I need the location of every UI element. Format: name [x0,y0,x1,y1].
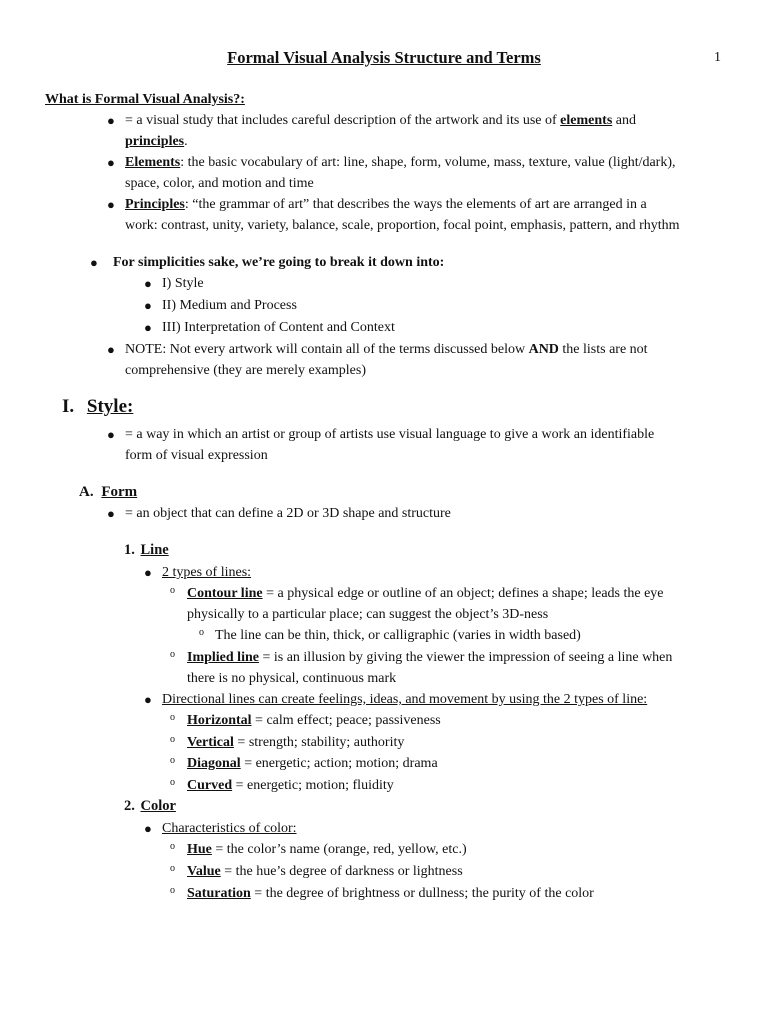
term-horizontal: Horizontal [187,713,252,728]
color-characteristics: Characteristics of color: [162,821,297,836]
section-numeral: I. [62,396,75,417]
style-def-line-1: = a way in which an artist or group of artists use visual language to give a work an identifiable [125,427,655,442]
intro-bullet-2-line-2: space, color, and motion and time [125,176,314,191]
breakdown-item-medium: II) Medium and Process [162,298,297,313]
style-def-line-2: form of visual expression [125,448,268,463]
form-letter: A. [79,484,94,500]
bullet-disc: ● [144,276,152,291]
bullet-disc: ● [107,506,115,521]
breakdown-lead: For simplicities sake, we’re going to break it down into: [113,255,445,270]
diagonal-item [187,753,438,774]
bullet-circle: o [170,755,175,766]
bullet-disc: ● [90,255,98,270]
vertical-def: = strength; stability; authority [233,735,405,750]
bullet-circle: o [199,627,204,638]
term-contour-line: Contour line [187,586,263,601]
form-heading [79,482,137,503]
value-item [187,861,463,882]
term-implied-line: Implied line [187,650,259,665]
bullet-disc: ● [107,197,115,212]
line-heading [124,540,169,561]
intro-bullet-1-line-1 [125,110,636,131]
bullet-disc: ● [144,692,152,707]
intro-bullet-3-line-2: work: contrast, unity, variety, balance, scale, proportion, focal point, emphasis, pattern, and rhythm [125,218,680,233]
directional-lines: Directional lines can create feelings, ideas, and movement by using the 2 types of line: [162,692,648,707]
bullet-circle: o [170,885,175,896]
saturation-item [187,883,594,904]
form-label: Form [101,484,138,500]
term-diagonal: Diagonal [187,756,241,771]
intro-heading: What is Formal Visual Analysis?: [45,92,245,107]
contour-line-1 [187,583,664,604]
vertical-item [187,732,404,753]
intro-bullet-2-line-1 [125,152,676,173]
intro-bullet-1-end: . [184,134,188,149]
term-elements-def: Elements [125,155,181,170]
form-def: = an object that can define a 2D or 3D shape and structure [125,506,451,521]
line-number: 1. [124,542,135,558]
intro-bullet-1-mid: and [612,113,636,128]
bullet-disc: ● [144,320,152,335]
hue-def: = the color’s name (orange, red, yellow, etc.) [211,842,467,857]
bullet-circle: o [170,585,175,596]
breakdown-item-style: I) Style [162,276,204,291]
bullet-disc: ● [144,565,152,580]
curved-def: = energetic; motion; fluidity [232,778,394,793]
bullet-circle: o [170,649,175,660]
color-label: Color [140,798,176,814]
horizontal-def: = calm effect; peace; passiveness [251,713,441,728]
term-vertical: Vertical [187,735,234,750]
bullet-disc: ● [107,427,115,442]
document-title: Formal Visual Analysis Structure and Terms [227,48,541,67]
intro-bullet-2-text: : the basic vocabulary of art: line, shape, form, volume, mass, texture, value (light/dark), [180,155,676,170]
bullet-circle: o [170,734,175,745]
term-value: Value [187,864,221,879]
line-types-heading: 2 types of lines: [162,565,252,580]
hue-item [187,839,467,860]
implied-def: = is an illusion by giving the viewer the impression of seeing a line when [258,650,673,665]
term-principles-def: Principles [125,197,185,212]
section-style-label: Style: [86,396,134,417]
bullet-disc: ● [144,298,152,313]
page-number: 1 [714,50,721,65]
term-principles: principles [125,134,185,149]
term-curved: Curved [187,778,233,793]
bullet-circle: o [170,841,175,852]
horizontal-item [187,710,441,731]
implied-line-2: there is no physical, continuous mark [187,671,397,686]
contour-def: = a physical edge or outline of an object; defines a shape; leads the eye [262,586,664,601]
intro-bullet-1-text: = a visual study that includes careful description of the artwork and its use of [125,113,561,128]
value-def: = the hue’s degree of darkness or lightness [220,864,463,879]
curved-item [187,775,394,796]
note-line-1 [125,339,648,360]
contour-sub: The line can be thin, thick, or calligraphic (varies in width based) [215,628,581,643]
term-elements: elements [560,113,613,128]
line-label: Line [140,542,169,558]
bullet-circle: o [170,863,175,874]
note-text-post: the lists are not [558,342,648,357]
intro-bullet-1-line-2 [125,131,188,152]
note-line-2: comprehensive (they are merely examples) [125,363,367,378]
bullet-disc: ● [107,113,115,128]
intro-bullet-3-line-1 [125,194,647,215]
diagonal-def: = energetic; action; motion; drama [240,756,438,771]
contour-line-2: physically to a particular place; can suggest the object’s 3D-ness [187,607,549,622]
bullet-disc: ● [107,155,115,170]
bullet-circle: o [170,777,175,788]
note-text: NOTE: Not every artwork will contain all of the terms discussed below [125,342,529,357]
implied-line-1 [187,647,672,668]
color-number: 2. [124,798,135,814]
intro-bullet-3-text: : “the grammar of art” that describes the ways the elements of art are arranged in a [184,197,647,212]
term-hue: Hue [187,842,212,857]
term-saturation: Saturation [187,886,251,901]
color-heading [124,796,176,817]
breakdown-item-interpretation: III) Interpretation of Content and Context [162,320,395,335]
bullet-disc: ● [107,342,115,357]
bullet-disc: ● [144,821,152,836]
note-and: AND [528,342,559,357]
section-style-heading [62,396,133,417]
bullet-circle: o [170,712,175,723]
saturation-def: = the degree of brightness or dullness; the purity of the color [250,886,594,901]
